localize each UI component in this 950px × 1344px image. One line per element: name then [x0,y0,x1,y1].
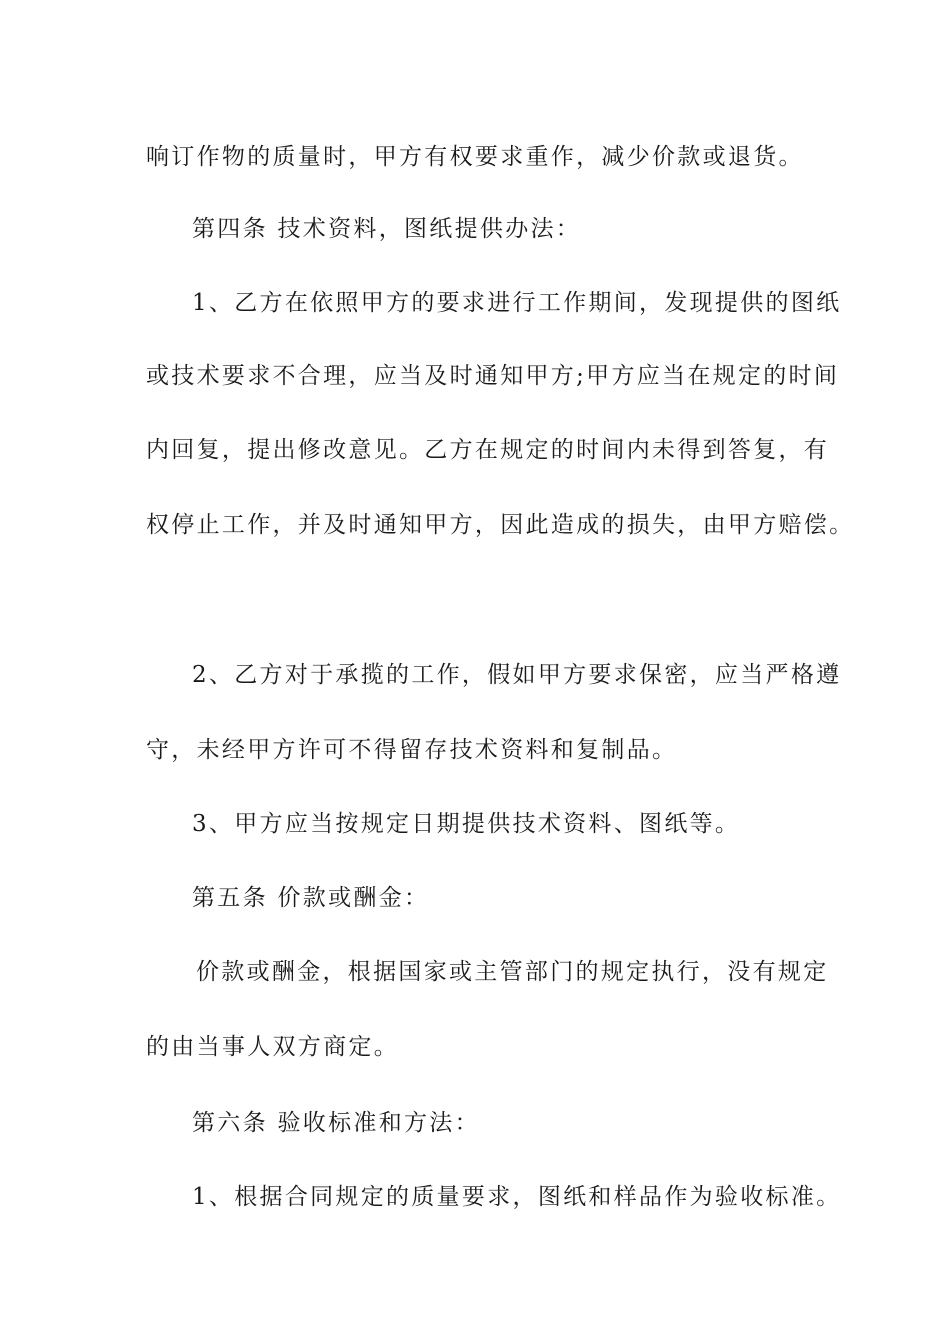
text-line-1: 响订作物的质量时，甲方有权要求重作，减少价款或退货。 [146,144,804,170]
section-heading-5: 第五条 价款或酬金： [192,885,430,911]
text-line-5: 内回复，提出修改意见。乙方在规定的时间内未得到答复，有 [146,437,830,463]
text-line-12: 的由当事人双方商定。 [146,1034,399,1060]
text-line-7: 2、乙方对于承揽的工作，假如甲方要求保密，应当严格遵 [192,662,842,688]
text-line-4: 或技术要求不合理，应当及时通知甲方;甲方应当在规定的时间 [146,363,840,389]
text-line-14: 1、根据合同规定的质量要求，图纸和样品作为验收标准。 [192,1184,842,1210]
text-line-8: 守，未经甲方许可不得留存技术资料和复制品。 [146,737,678,763]
section-heading-4: 第四条 技术资料，图纸提供办法： [192,216,582,242]
text-line-3: 1、乙方在依照甲方的要求进行工作期间，发现提供的图纸 [192,290,842,316]
section-heading-6: 第六条 验收标准和方法： [192,1110,480,1136]
text-line-9: 3、甲方应当按规定日期提供技术资料、图纸等。 [192,811,741,837]
text-line-11: 价款或酬金，根据国家或主管部门的规定执行，没有规定 [196,959,829,985]
text-line-6: 权停止工作，并及时通知甲方，因此造成的损失，由甲方赔偿。 [146,512,855,538]
